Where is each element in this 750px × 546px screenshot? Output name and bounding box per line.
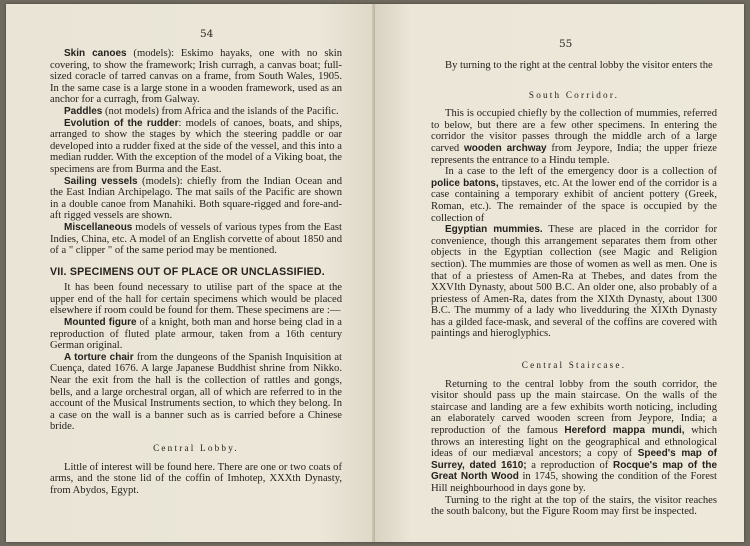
term-evolution-of-rudder: Evolution of the rudder (64, 117, 179, 129)
paragraph-text: a reproduction of (526, 459, 613, 471)
term-hereford-mappa-mundi: Hereford mappa mundi, (564, 425, 685, 437)
section-heading-vii: VII. SPECIMENS OUT OF PLACE OR UNCLASSIFIED. (50, 265, 325, 278)
paragraph-rudder (50, 118, 342, 176)
heading-central-staircase: Central Staircase. (521, 360, 627, 371)
paragraph-text: from Jeypore, India; the upper frieze represents the entrance to a Hindu temple. (431, 142, 717, 166)
paragraph-space-note: It has been found necessary to utilise part of the space at the upper end of the hall for certain specimens which would be placed elsewhere if room could be found for them. These specimens are :— (50, 282, 342, 317)
paragraph-intro: By turning to the right at the central lobby the visitor enters the (445, 60, 713, 71)
term-police-batons: police batons, (431, 177, 499, 189)
right-page-number: 55 (559, 38, 573, 50)
paragraph-text: Returning to the central lobby from the south corridor, the visitor should pass up the main staircase. On the walls of the staircase and landing are a few exhibits worth noticing, including an elaborately carved wooden screen from Jeypore, India; a reproduction of the famous (431, 378, 717, 437)
paragraph-text: (not models) from Africa and the islands of the Pacific. (102, 105, 339, 117)
paragraph-torture-chair (50, 352, 342, 433)
paragraph-miscellaneous (50, 222, 342, 257)
term-sailing-vessels: Sailing vessels (64, 175, 138, 187)
paragraph-text: In a case to the left of the emergency door is a collection of (445, 166, 717, 178)
paragraph-text: in 1745, showing the condition of the Forest Hill neighbourhood in days gone by. (431, 471, 717, 494)
left-page-number: 54 (200, 28, 214, 40)
right-page-body (431, 60, 717, 518)
paragraph-central-staircase-2: Turning to the right at the top of the stairs, the visitor reaches the south balcony, but the Figure Room may first be inspected. (431, 494, 717, 518)
paragraph-paddles (50, 106, 342, 118)
term-mounted-figure: Mounted figure (64, 317, 137, 329)
paragraph-text: models of vessels of various types from the East Indies, China, etc. A model of an English corvette of about 1850 and of a " clipper " of the same period may be mentioned. (50, 221, 342, 257)
term-torture-chair: A torture chair (64, 351, 134, 363)
paragraph-text: These are placed in the corridor for convenience, though this arrangement separates them from other objects in the Egyptian collection (see Magic and Religion section). The mummies are those of women as well as men. One is that of a priestess of Amen-Ra at Thebes, and dates from the XXVIth Dynasty, about 500 B.C. An older one, also probably of a priestess of Amen-Ra, dates from the XIXth Dynasty, about 1300 B.C. The mummy of a lady who livedduring the XIXth Dynasty has a gilded face-mask, and several of the coffins are covered with paintings and hieroglyphics. (431, 224, 718, 340)
left-page-body (50, 48, 342, 496)
term-paddles: Paddles (64, 105, 103, 117)
term-speeds-map: Speed's map of Surrey, dated 1610; (431, 448, 717, 471)
paragraph-egyptian-mummies (431, 224, 717, 340)
paragraph-text: which throws an interesting light on the geographical and ethnological ideas of our mediæval ancestors; a copy of (431, 425, 717, 460)
right-page (375, 4, 744, 542)
heading-central-lobby: Central Lobby. (153, 443, 239, 453)
paragraph-text: tipstaves, etc. At the lower end of the corridor is a case containing a temporary exhibit of ancient pottery (Greek, Roman, etc.). The remainder of the space is occupied by the collection of (431, 177, 717, 224)
paragraph-central-lobby: Little of interest will be found here. There are one or two coats of arms, and the stone lid of the coffin of Imhotep, XXXth Dynasty, from Abydos, Egypt. (50, 461, 342, 496)
term-wooden-archway: wooden archway (463, 142, 547, 154)
paragraph-text: (models): Eskimo hayaks, one with no skin covering, to show the framework; Irish curragh, a canvas boat; full-sized coracle of tarred canvas on a frame, from South Wales, 1905. In the same case is a large stone in a wooden framework, used as an anchor for a curragh, from Galway. (50, 48, 343, 106)
paragraph-text: : models of canoes, boats, and ships, arranged to show the stages by which the steering paddle or oar developed into a rudder fixed at the side of the vessel, and this into a median rudder. With the exception of the model of a Viking boat, the specimens are from Burma and the East. (50, 117, 343, 175)
book-spread (6, 4, 744, 542)
term-skin-canoes: Skin canoes (64, 48, 127, 59)
paragraph-text: (models): chiefly from the Indian Ocean and the East Indian Archipelago. The mat sails of the Pacific are shown in a double canoe from Manahiki. Both square-rigged and fore-and-aft rigged vessels are shown. (50, 175, 342, 222)
term-miscellaneous: Miscellaneous (64, 221, 133, 233)
paragraph-mounted-figure (50, 317, 342, 352)
heading-south-corridor: South Corridor. (528, 89, 620, 100)
paragraph-text: from the dungeons of the Spanish Inquisition at Cuença, dated 1676. A large Japanese Buddhist shrine from Nikko. Near the exit from the hall is the collection of rattles and gongs, bells, and a large orchestral organ, all of which are referred to in the account of the Musical Instruments section, to which they belong. In a case on the wall is a banner such as is carried before a Chinese bride. (50, 351, 343, 433)
paragraph-text: This is occupied chiefly by the collection of mummies, referred to below, but there are a few other specimens. In entering the corridor the visitor passes through the middle arch of a large carved (431, 108, 717, 154)
paragraph-central-staircase-1 (431, 379, 717, 495)
paragraph-south-corridor-2 (431, 166, 717, 224)
paragraph-south-corridor-1 (431, 108, 717, 166)
paragraph-skin-canoes (50, 48, 342, 106)
left-page (6, 4, 374, 542)
paragraph-sailing-vessels (50, 176, 342, 222)
term-egyptian-mummies: Egyptian mummies. (445, 224, 543, 236)
term-rocques-map: Rocque's map of the Great North Wood (431, 459, 718, 483)
paragraph-text: of a knight, both man and horse being clad in a reproduction of fluted plate armour, taken from a 16th century German original. (50, 317, 342, 352)
